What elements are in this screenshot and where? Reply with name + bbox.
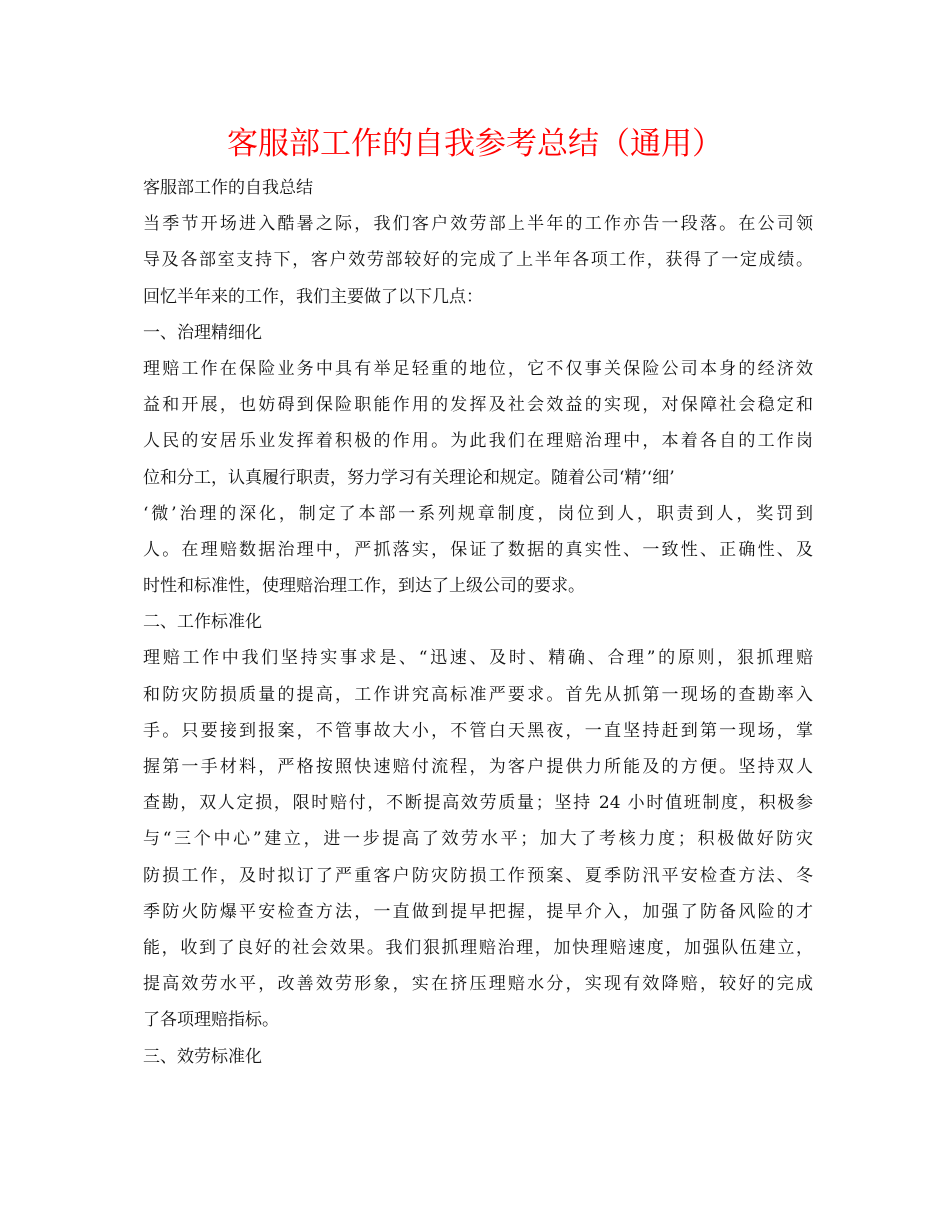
text-line: 人民的安居乐业发挥着积极的作用。为此我们在理赔治理中，本着各自的工作岗 [143, 431, 813, 452]
text-line: 益和开展，也妨碍到保险职能作用的发挥及社会效益的实现，对保障社会稳定和 [143, 395, 813, 416]
text-line: 一、治理精细化 [143, 322, 262, 343]
text-line: 能，收到了良好的社会效果。我们狠抓理赔治理，加快理赔速度，加强队伍建立， [143, 937, 813, 958]
text-line: 手。只要接到报案，不管事故大小，不管白天黑夜，一直坚持赶到第一现场，掌 [143, 720, 813, 741]
text-line: 人。在理赔数据治理中，严抓落实，保证了数据的真实性、一致性、正确性、及 [143, 539, 813, 560]
text-line: 回忆半年来的工作，我们主要做了以下几点： [143, 286, 483, 307]
text-line: 了各项理赔指标。 [143, 1010, 279, 1031]
text-line: 防损工作，及时拟订了严重客户防灾防损工作预案、夏季防汛平安检查方法、冬 [143, 865, 813, 886]
text-line: 和防灾防损质量的提高，工作讲究高标准严要求。首先从抓第一现场的查勘率入 [143, 684, 813, 705]
document-body [143, 170, 813, 1075]
document-title: 客服部工作的自我参考总结（通用） [227, 126, 723, 162]
text-line: 查勘，双人定损，限时赔付，不断提高效劳质量；坚持 24 小时值班制度，积极参 [143, 793, 813, 814]
text-line: 理赔工作在保险业务中具有举足轻重的地位，它不仅事关保险公司本身的经济效 [143, 358, 813, 379]
text-line: 提高效劳水平，改善效劳形象，实在挤压理赔水分，实现有效降赔，较好的完成 [143, 974, 813, 995]
text-line: 季防火防爆平安检查方法，一直做到提早把握，提早介入，加强了防备风险的才 [143, 901, 813, 922]
text-line: 二、工作标准化 [143, 612, 262, 633]
text-line: 当季节开场进入酷暑之际，我们客户效劳部上半年的工作亦告一段落。在公司领 [143, 214, 813, 235]
text-line: 理赔工作中我们坚持实事求是、“迅速、及时、精确、合理”的原则，狠抓理赔 [143, 648, 813, 669]
text-line: 导及各部室支持下，客户效劳部较好的完成了上半年各项工作，获得了一定成绩。 [143, 250, 813, 271]
text-line: 握第一手材料，严格按照快速赔付流程，为客户提供力所能及的方便。坚持双人 [143, 757, 813, 777]
text-line: 时性和标准性，使理赔治理工作，到达了上级公司的要求。 [143, 576, 585, 597]
text-line: ‘微’治理的深化，制定了本部一系列规章制度，岗位到人，职责到人，奖罚到 [143, 503, 813, 524]
text-line: 位和分工，认真履行职责，努力学习有关理论和规定。随着公司‘精’‘细’ [143, 467, 675, 488]
text-line: 与“三个中心”建立，进一步提高了效劳水平；加大了考核力度；积极做好防灾 [143, 829, 813, 850]
text-line: 三、效劳标准化 [143, 1046, 262, 1067]
text-line: 客服部工作的自我总结 [143, 178, 313, 198]
